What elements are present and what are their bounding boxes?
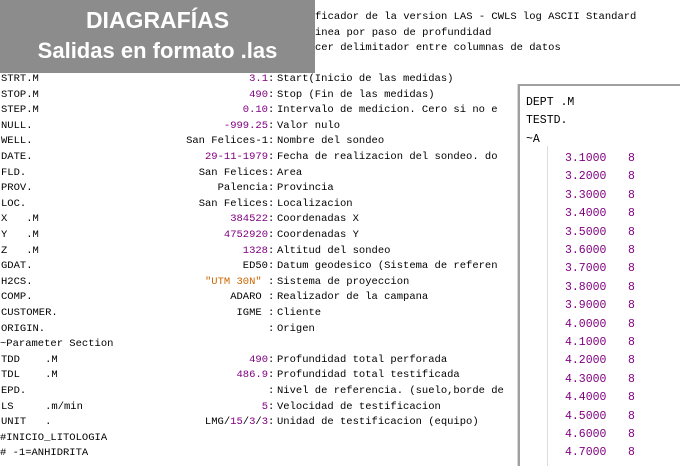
colon-separator: : <box>268 213 275 226</box>
well-info-description: Realizador de la campana <box>277 291 429 304</box>
ascii-data-row <box>565 334 635 352</box>
testd-value: 8 <box>628 354 635 368</box>
ascii-data-row <box>565 224 635 242</box>
testd-value: 8 <box>628 188 635 202</box>
well-info-value: -999.25 <box>223 119 268 132</box>
well-info-value: IGME <box>236 307 268 319</box>
ascii-data-row <box>565 242 635 260</box>
panel-header-ascii: ~A <box>526 132 540 146</box>
depth-value: 3.7000 <box>565 262 607 276</box>
parameter-description: Profundidad total testificada <box>277 369 460 382</box>
parameter-value: 486.9 <box>236 369 268 382</box>
testd-value: 8 <box>628 336 635 349</box>
testd-value: 8 <box>628 244 635 257</box>
ascii-data-row <box>565 316 635 334</box>
ascii-data-row <box>565 297 635 315</box>
ascii-data-row <box>565 444 635 462</box>
well-info-value: 384522 <box>230 213 268 226</box>
well-info-key: COMP. <box>1 291 33 304</box>
title-banner <box>0 0 315 73</box>
ascii-data-row <box>565 389 635 407</box>
colon-separator: : <box>268 369 275 382</box>
banner-subtitle: Salidas en formato .las <box>37 38 278 63</box>
testd-value: 8 <box>628 262 635 276</box>
banner-title: DIAGRAFÍAS <box>85 7 230 33</box>
header-line-2: inea por paso de profundidad <box>315 26 492 39</box>
lithology-line: #INICIO_LITOLOGIA <box>0 431 108 444</box>
colon-separator: : <box>268 229 275 241</box>
testd-value: 8 <box>628 391 635 405</box>
parameter-value: LMG/15/3/3 <box>204 416 268 429</box>
well-info-key: Y .M <box>1 229 39 241</box>
colon-separator: : <box>268 291 275 304</box>
well-info-key: DATE. <box>1 151 33 163</box>
well-info-description: Nombre del sondeo <box>277 135 385 148</box>
depth-value: 4.2000 <box>565 354 607 368</box>
ascii-data-row <box>565 371 635 389</box>
parameter-key: TDL .M <box>1 369 58 382</box>
well-info-value: San Felices <box>198 197 268 210</box>
depth-value: 4.4000 <box>565 391 607 405</box>
colon-separator: : <box>268 307 275 319</box>
depth-value: 4.6000 <box>565 428 607 441</box>
depth-value: 4.1000 <box>565 336 607 349</box>
well-info-key: Z .M <box>1 244 39 257</box>
well-info-key: STOP.M <box>1 88 39 101</box>
depth-value: 3.4000 <box>565 207 607 221</box>
well-info-key: STEP.M <box>1 104 39 117</box>
well-info-key: LOC. <box>1 197 27 210</box>
well-info-value: San Felices <box>198 166 268 179</box>
depth-value: 3.2000 <box>565 170 607 184</box>
colon-separator: : <box>268 400 275 413</box>
parameter-description: Profundidad total perforada <box>277 353 448 366</box>
testd-value: 8 <box>628 372 635 386</box>
testd-value: 8 <box>628 428 635 441</box>
well-info-description: Area <box>277 166 303 179</box>
well-info-key: X .M <box>1 213 39 226</box>
parameter-description: Unidad de testificacion (equipo) <box>277 416 479 429</box>
well-info-description: Intervalo de medicion. Cero si no e <box>277 104 498 117</box>
well-info-value: ADARO <box>230 291 268 304</box>
well-info-description: Altitud del sondeo <box>277 244 391 257</box>
colon-separator: : <box>268 385 275 397</box>
well-info-value: Palencia <box>217 182 268 195</box>
colon-separator: : <box>268 151 275 163</box>
lithology-line: # -1=ANHIDRITA <box>0 447 89 460</box>
well-info-description: Valor nulo <box>277 119 341 132</box>
depth-value: 4.0000 <box>565 317 607 331</box>
panel-header-dept: DEPT .M <box>526 96 575 109</box>
parameter-description: Nivel de referencia. (suelo,borde de <box>277 385 504 397</box>
well-info-description: Start(Inicio de las medidas) <box>277 73 454 85</box>
ascii-data-row <box>565 279 635 297</box>
testd-value: 8 <box>628 170 635 184</box>
well-info-value: 3.1 <box>249 73 268 85</box>
colon-separator: : <box>268 322 275 335</box>
testd-value: 8 <box>628 280 635 294</box>
colon-separator: : <box>268 73 275 85</box>
parameter-key: UNIT . <box>1 416 52 429</box>
parameter-description: Velocidad de testificacion <box>277 400 441 413</box>
well-info-description: Sistema de proyeccion <box>277 275 410 288</box>
colon-separator: : <box>268 416 275 429</box>
well-info-description: Coordenadas X <box>277 213 359 226</box>
parameter-key: LS .m/min <box>1 400 83 413</box>
ascii-data-row <box>565 205 635 223</box>
testd-value: 8 <box>628 446 635 460</box>
well-info-description: Cliente <box>277 307 322 319</box>
depth-value: 3.5000 <box>565 225 607 239</box>
colon-separator: : <box>268 260 275 273</box>
depth-value: 4.5000 <box>565 409 607 423</box>
colon-separator: : <box>268 182 275 195</box>
well-info-key: GDAT. <box>1 260 33 273</box>
parameter-value: 490 <box>249 353 268 366</box>
colon-separator: : <box>268 135 275 148</box>
testd-value: 8 <box>628 317 635 331</box>
ascii-data-row <box>565 187 635 205</box>
well-info-key: H2CS. <box>1 275 33 288</box>
parameter-key: EPD. <box>1 385 27 397</box>
depth-value: 4.7000 <box>565 446 607 460</box>
well-info-description: Origen <box>277 322 315 335</box>
colon-separator: : <box>268 119 275 132</box>
ascii-data-row <box>565 150 635 168</box>
depth-value: 3.3000 <box>565 188 607 202</box>
colon-separator: : <box>268 88 275 101</box>
colon-separator: : <box>268 353 275 366</box>
ascii-data-row <box>565 260 635 278</box>
depth-value: 3.8000 <box>565 280 607 294</box>
well-info-description: Stop (Fin de las medidas) <box>277 88 435 101</box>
testd-value: 8 <box>628 299 635 313</box>
well-info-description: Datum geodesico (Sistema de referen <box>277 260 498 273</box>
testd-value: 8 <box>628 207 635 221</box>
well-info-key: NULL. <box>1 119 33 132</box>
well-info-key: ORIGIN. <box>1 322 46 335</box>
well-info-value: 29-11-1979 <box>204 151 268 163</box>
depth-value: 3.1000 <box>565 152 607 165</box>
well-info-value: ED50 <box>242 260 268 273</box>
colon-separator: : <box>268 244 275 257</box>
well-info-key: WELL. <box>1 135 33 148</box>
testd-value: 8 <box>628 152 635 165</box>
parameter-value: 5 <box>261 400 268 413</box>
parameter-section-heading: ~Parameter Section <box>0 338 114 351</box>
well-info-value: San Felices-1 <box>186 135 268 148</box>
panel-header-testd: TESTD. <box>526 114 568 128</box>
well-info-value: 490 <box>249 88 268 101</box>
panel-gutter-line <box>547 146 548 466</box>
colon-separator: : <box>268 197 275 210</box>
ascii-data-row <box>565 426 635 444</box>
well-info-key: FLD. <box>1 166 27 179</box>
ascii-data-row <box>565 408 635 426</box>
testd-value: 8 <box>628 409 635 423</box>
parameter-key: TDD .M <box>1 353 58 366</box>
well-info-description: Localizacion <box>277 197 353 210</box>
ascii-data-row <box>565 168 635 186</box>
well-info-value: "UTM 30N" <box>204 275 268 288</box>
well-info-description: Coordenadas Y <box>277 229 359 241</box>
depth-value: 3.6000 <box>565 244 607 257</box>
colon-separator: : <box>268 275 275 288</box>
well-info-value: 0.10 <box>242 104 268 117</box>
depth-value: 3.9000 <box>565 299 607 313</box>
well-info-description: Fecha de realizacion del sondeo. do <box>277 151 498 163</box>
ascii-data-panel <box>518 84 680 466</box>
well-info-value: 4752920 <box>223 229 268 241</box>
well-info-description: Provincia <box>277 182 334 195</box>
ascii-data-row <box>565 352 635 370</box>
header-line-1: ficador de la version LAS - CWLS log ASCII Standard <box>315 11 637 23</box>
colon-separator: : <box>268 166 275 179</box>
well-info-key: PROV. <box>1 182 33 195</box>
well-info-key: CUSTOMER. <box>1 307 58 319</box>
well-info-value: 1328 <box>242 244 268 257</box>
well-info-key: STRT.M <box>1 73 39 85</box>
depth-value: 4.3000 <box>565 372 607 386</box>
header-line-3: cer delimitador entre columnas de datos <box>315 42 561 55</box>
colon-separator: : <box>268 104 275 117</box>
testd-value: 8 <box>628 225 635 239</box>
